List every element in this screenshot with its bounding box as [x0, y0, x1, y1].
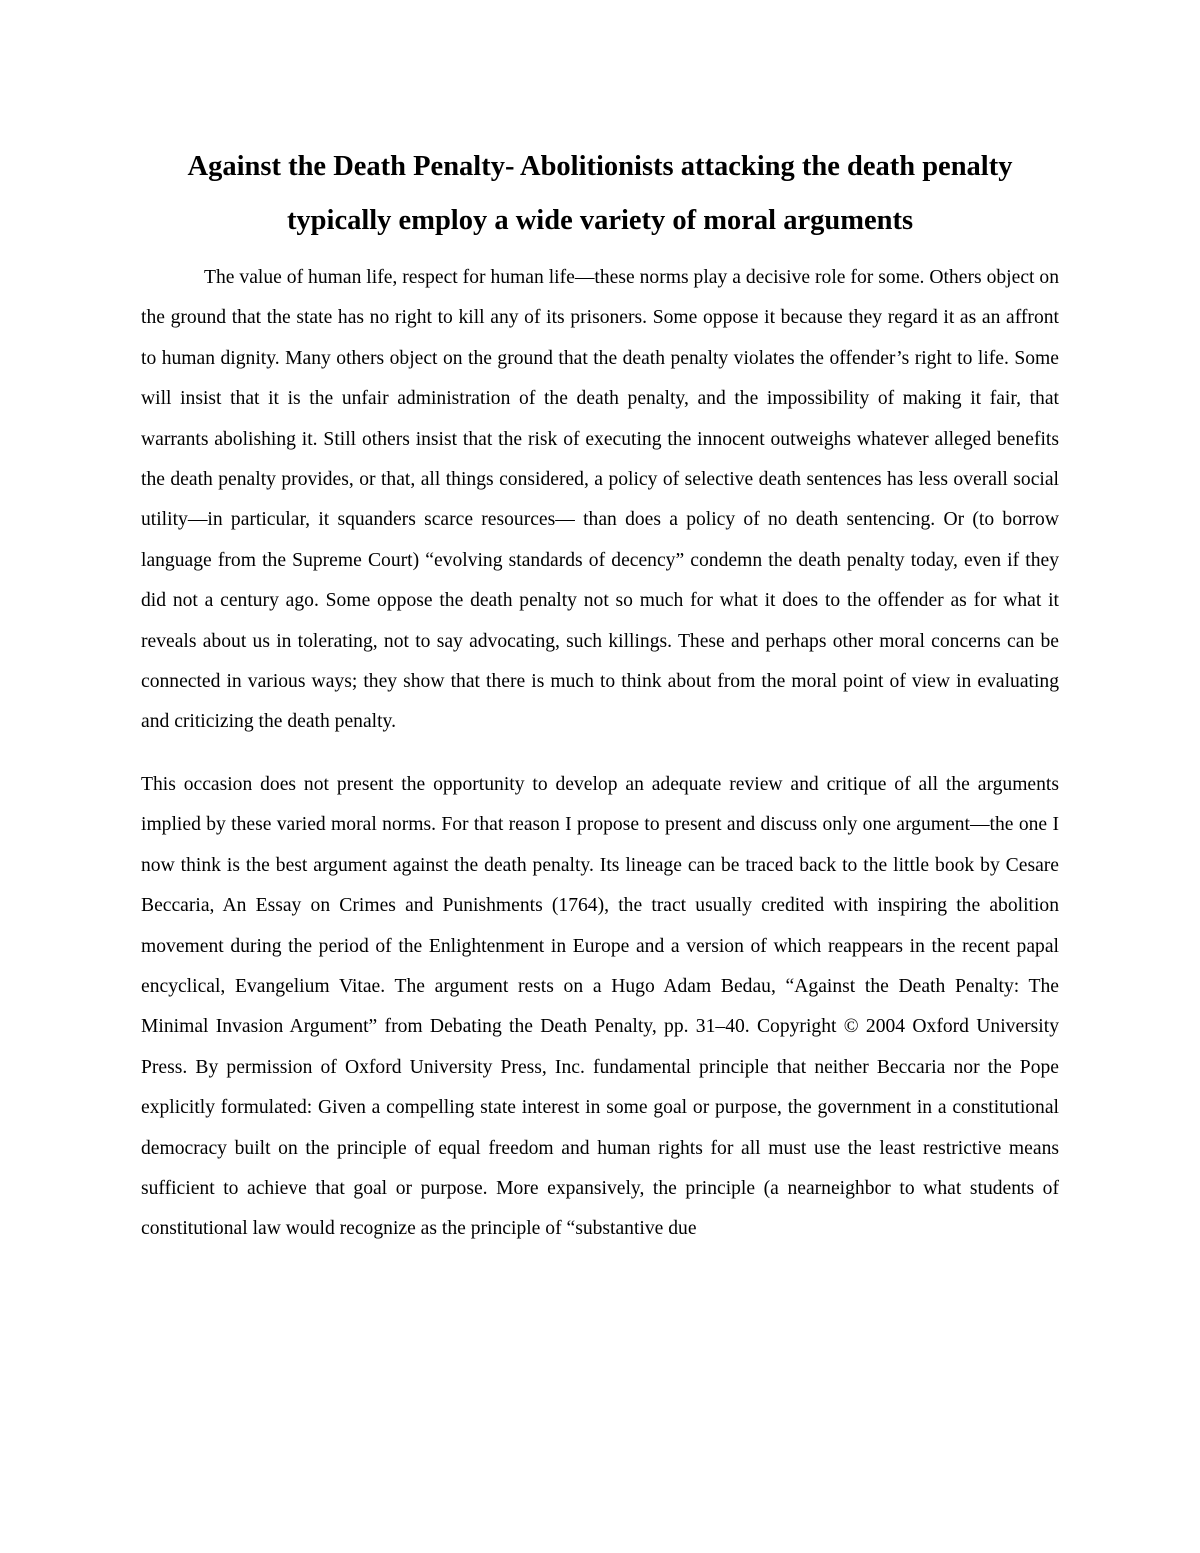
- title-line-2: typically employ a wide variety of moral arguments: [286, 205, 914, 236]
- paragraph-2: This occasion does not present the opportunity to develop an adequate review and critique of all the arguments implied by these varied moral norms. For that reason I propose to present and discuss only one argument—the one I now think is the best argument against the death penalty. Its lineage can be traced back to the little book by Cesare Beccaria, An Essay on Crimes and Punishments (1764), the tract usually credited with inspiring the abolition movement during the period of the Enlightenment in Europe and a version of which reappears in the recent papal encyclical, Evangelium Vitae. The argument rests on a Hugo Adam Bedau, “Against the Death Penalty: The Minimal Invasion Argument” from Debating the Death Penalty, pp. 31–40. Copyright © 2004 Oxford University Press. By permission of Oxford University Press, Inc. fundamental principle that neither Beccaria nor the Pope explicitly formulated: Given a compelling state interest in some goal or purpose, the government in a constitutional democracy built on the principle of equal freedom and human rights for all must use the least restrictive means sufficient to achieve that goal or purpose. More expansively, the principle (a nearneighbor to what students of constitutional law would recognize as the principle of “substantive due: [141, 773, 1059, 1240]
- paragraph-1: The value of human life, respect for human life—these norms play a decisive role for some. Others object on the ground that the state has no right to kill any of its prisoners. Some oppose it because they regard it as an affront to human dignity. Many others object on the ground that the death penalty violates the offender’s right to life. Some will insist that it is the unfair administration of the death penalty, and the impossibility of making it fair, that warrants abolishing it. Still others insist that the risk of executing the innocent outweighs whatever alleged benefits the death penalty provides, or that, all things considered, a policy of selective death sentences has less overall social utility—in particular, it squanders scarce resources— than does a policy of no death sentencing. Or (to borrow language from the Supreme Court) “evolving standards of decency” condemn the death penalty today, even if they did not a century ago. Some oppose the death penalty not so much for what it does to the offender as for what it reveals about us in tolerating, not to say advocating, such killings. These and perhaps other moral concerns can be connected in various ways; they show that there is much to think about from the moral point of view in evaluating and criticizing the death penalty.: [141, 267, 1059, 733]
- document-title: [120, 140, 1080, 248]
- title-line-1: Against the Death Penalty- Abolitionists attacking the death penalty: [187, 151, 1013, 182]
- document-body: [141, 258, 1059, 1250]
